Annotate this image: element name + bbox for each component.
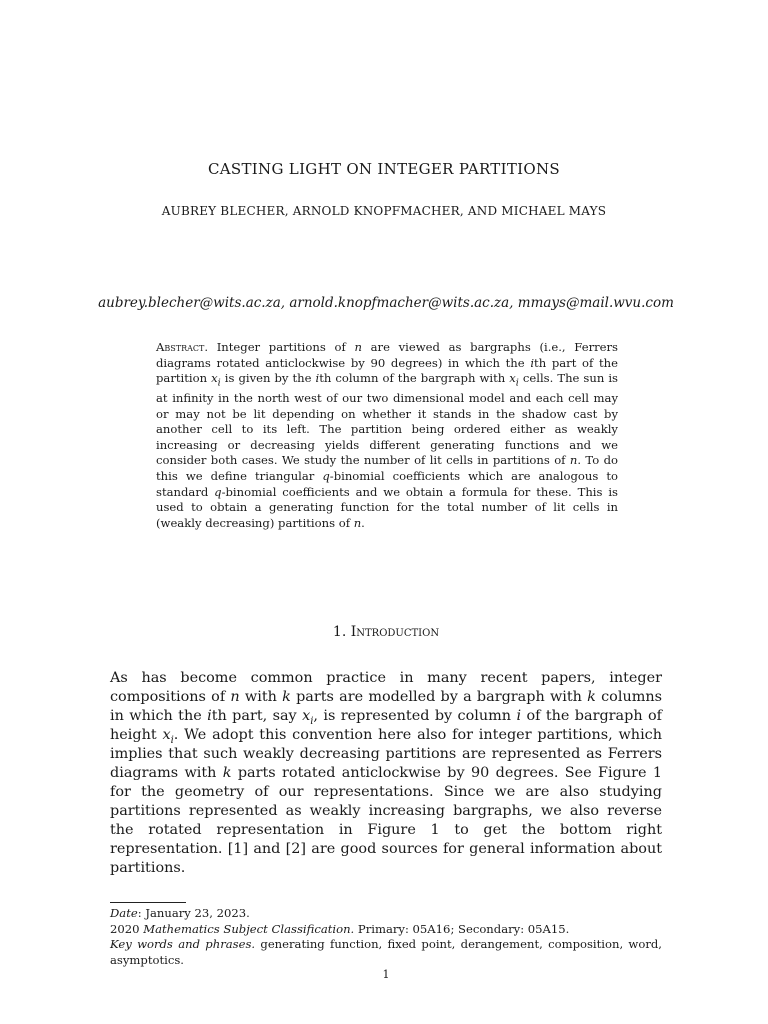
page-number: 1 [382,968,390,981]
footnote-label: Key words and phrases. [110,937,256,951]
abstract-text: -binomial coefficients and we obtain a formula for these. This is used to obtain a generating function for the total number of lit cells in (weakly decreasing) partitions of [156,484,618,530]
math-var: n [354,340,362,354]
math-var: x [509,371,516,386]
paper-title: CASTING LIGHT ON INTEGER PARTITIONS [208,160,560,178]
body-text: parts are modelled by a bargraph with [290,689,588,705]
math-var: x [162,727,171,743]
abstract [156,340,618,531]
footnote-keywords [110,937,662,968]
body-text: with [239,689,283,705]
introduction-paragraph [110,669,662,878]
footnote-prefix: 2020 [110,921,144,936]
footnote-value: generating function, fixed point, derangement, composition, word, asymptotics. [110,937,662,967]
section-title: Introduction [350,624,440,640]
body-text: . We adopt this convention here also for integer partitions, which implies that such weakly decreasing partitions are represented as Ferrers diagrams with [110,727,662,781]
math-var: i [516,708,522,724]
math-subscript: i [217,377,221,389]
abstract-text: cells. The sun is at infinity in the north west of our two dimensional model and each cell may or may not be lit depending on whether it stands in the shadow cast by another cell to its left. The partition being ordered either as weakly increasing or decreasing yields different generating functions and we consider both cases. We study the number of lit cells in partitions of [156,371,618,468]
math-var: i [530,355,535,370]
abstract-heading: Abstract. [156,340,209,354]
body-text: of the bargraph of height [110,708,662,743]
section-heading [0,624,768,640]
math-var: k [222,765,232,781]
section-number: 1. [332,624,351,640]
abstract-text: . [361,515,365,530]
body-text: , is represented by column [313,708,517,724]
math-var: i [315,371,320,386]
abstract-text: -binomial coefficients which are analogous to standard [156,469,618,499]
math-subscript: i [515,377,519,389]
body-text: parts rotated anticlockwise by 90 degrees. See Figure 1 for the geometry of our representations. Since we are also studying partitions represented as weakly increasing bargraphs, we also reverse the rotated representation in Figure 1 to get the bottom right representation. [1] and [2] are good sources for general information about partitions. [110,765,663,876]
author-list: AUBREY BLECHER, ARNOLD KNOPFMACHER, AND MICHAEL MAYS [161,204,607,218]
footnote-value: Primary: 05A16; Secondary: 05A15. [354,921,570,936]
math-var: i [207,708,212,724]
abstract-text: . To do this we define triangular [156,453,618,484]
math-var: n [230,689,240,705]
footnote-msc [110,922,662,938]
abstract-text: th part of the partition [156,355,618,386]
math-var: k [282,689,291,705]
math-subscript: i [170,734,174,746]
math-var: k [587,689,596,705]
footnotes [110,906,662,968]
footnote-divider [110,902,186,903]
math-subscript: i [310,715,314,727]
body-text: th part, say [211,708,303,724]
footnote-value: : January 23, 2023. [137,906,250,920]
math-var: x [302,708,311,724]
abstract-text: is given by the [220,371,316,386]
author-emails: aubrey.blecher@wits.ac.za, arnold.knopfmacher@wits.ac.za, mmays@mail.wvu.com [98,295,674,311]
math-var: q [322,469,330,484]
math-var: x [211,371,218,386]
abstract-text: Integer partitions of [208,340,355,354]
math-var: q [214,484,222,499]
body-text: As has become common practice in many recent papers, integer compositions of [110,670,662,705]
footnote-label: Mathematics Subject Classification. [143,921,355,936]
math-var: n [569,453,578,468]
abstract-text: th column of the bargraph with [319,371,510,386]
footnote-label: Date [110,906,138,920]
body-text: columns in which the [110,689,663,724]
footnote-date [110,906,662,922]
abstract-text: are viewed as bargraphs (i.e., Ferrers diagrams rotated anticlockwise by 90 degrees) in which the [156,340,619,370]
math-var: n [353,515,362,530]
